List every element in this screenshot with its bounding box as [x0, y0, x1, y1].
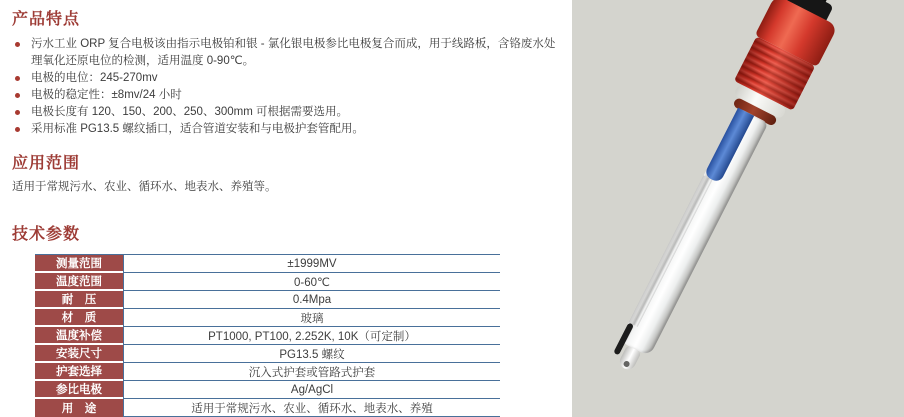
spec-value: Ag/AgCl: [123, 381, 500, 399]
application-text: 适用于常规污水、农业、循环水、地表水、养殖等。: [12, 181, 277, 193]
feature-text: 采用标准 PG13.5 螺纹插口，适合管道安装和与电极护套管配用。: [31, 123, 364, 135]
feature-text: 污水工业 ORP 复合电极该由指示电极铂和银 - 氯化银电极参比电极复合而成，用于线路板，含铬废水处理氧化还原电位的检测，适用温度 0-90℃。: [31, 38, 556, 67]
feature-list: [12, 36, 560, 138]
spec-label: 材 质: [35, 309, 123, 327]
spec-value: 0-60℃: [123, 273, 500, 291]
feature-text: 电极的稳定性：±8mv/24 小时: [31, 89, 182, 101]
table-row: [35, 381, 500, 399]
feature-item: [12, 87, 560, 104]
table-row: [35, 291, 500, 309]
spec-label: 安装尺寸: [35, 345, 123, 363]
bullet-dot-icon: [15, 110, 20, 115]
table-row: [35, 309, 500, 327]
feature-text: 电极长度有 120、150、200、250、300mm 可根据需要选用。: [31, 106, 348, 118]
feature-text: 电极的电位：245-270mv: [31, 72, 158, 84]
spec-label: 护套选择: [35, 363, 123, 381]
section-title-features: 产品特点: [12, 11, 81, 28]
feature-item: [12, 36, 560, 70]
table-row: [35, 255, 500, 273]
spec-label: 温度范围: [35, 273, 123, 291]
spec-label: 用 途: [35, 399, 123, 417]
inner-glass-stem: [629, 175, 713, 327]
spec-value: ±1999MV: [123, 255, 500, 273]
section-title-specs: 技术参数: [12, 226, 81, 243]
bullet-dot-icon: [15, 76, 20, 81]
bullet-dot-icon: [15, 93, 20, 98]
tip-sensor-dot: [623, 360, 631, 368]
feature-item: [12, 70, 560, 87]
spec-value: 玻璃: [123, 309, 500, 327]
feature-item: [12, 104, 560, 121]
spec-label: 温度补偿: [35, 327, 123, 345]
spec-label: 参比电极: [35, 381, 123, 399]
spec-value: 0.4Mpa: [123, 291, 500, 309]
table-row: [35, 273, 500, 291]
product-photo: [572, 0, 904, 417]
table-row: [35, 399, 500, 417]
table-row: [35, 327, 500, 345]
spec-value: 沉入式护套或管路式护套: [123, 363, 500, 381]
spec-value: PT1000, PT100, 2.252K, 10K（可定制）: [123, 327, 500, 345]
feature-item: [12, 121, 560, 138]
spec-label: 测量范围: [35, 255, 123, 273]
table-row: [35, 345, 500, 363]
spec-label: 耐 压: [35, 291, 123, 309]
table-row: [35, 363, 500, 381]
orp-electrode-image: [579, 0, 850, 399]
bullet-dot-icon: [15, 127, 20, 132]
spec-table: [35, 254, 500, 417]
spec-value: 适用于常规污水、农业、循环水、地表水、养殖: [123, 399, 500, 417]
bullet-dot-icon: [15, 42, 20, 47]
spec-value: PG13.5 螺纹: [123, 345, 500, 363]
inner-blue-tube: [704, 108, 755, 184]
glass-body: [619, 108, 768, 357]
section-title-application: 应用范围: [12, 155, 81, 172]
content-column: [12, 0, 564, 417]
